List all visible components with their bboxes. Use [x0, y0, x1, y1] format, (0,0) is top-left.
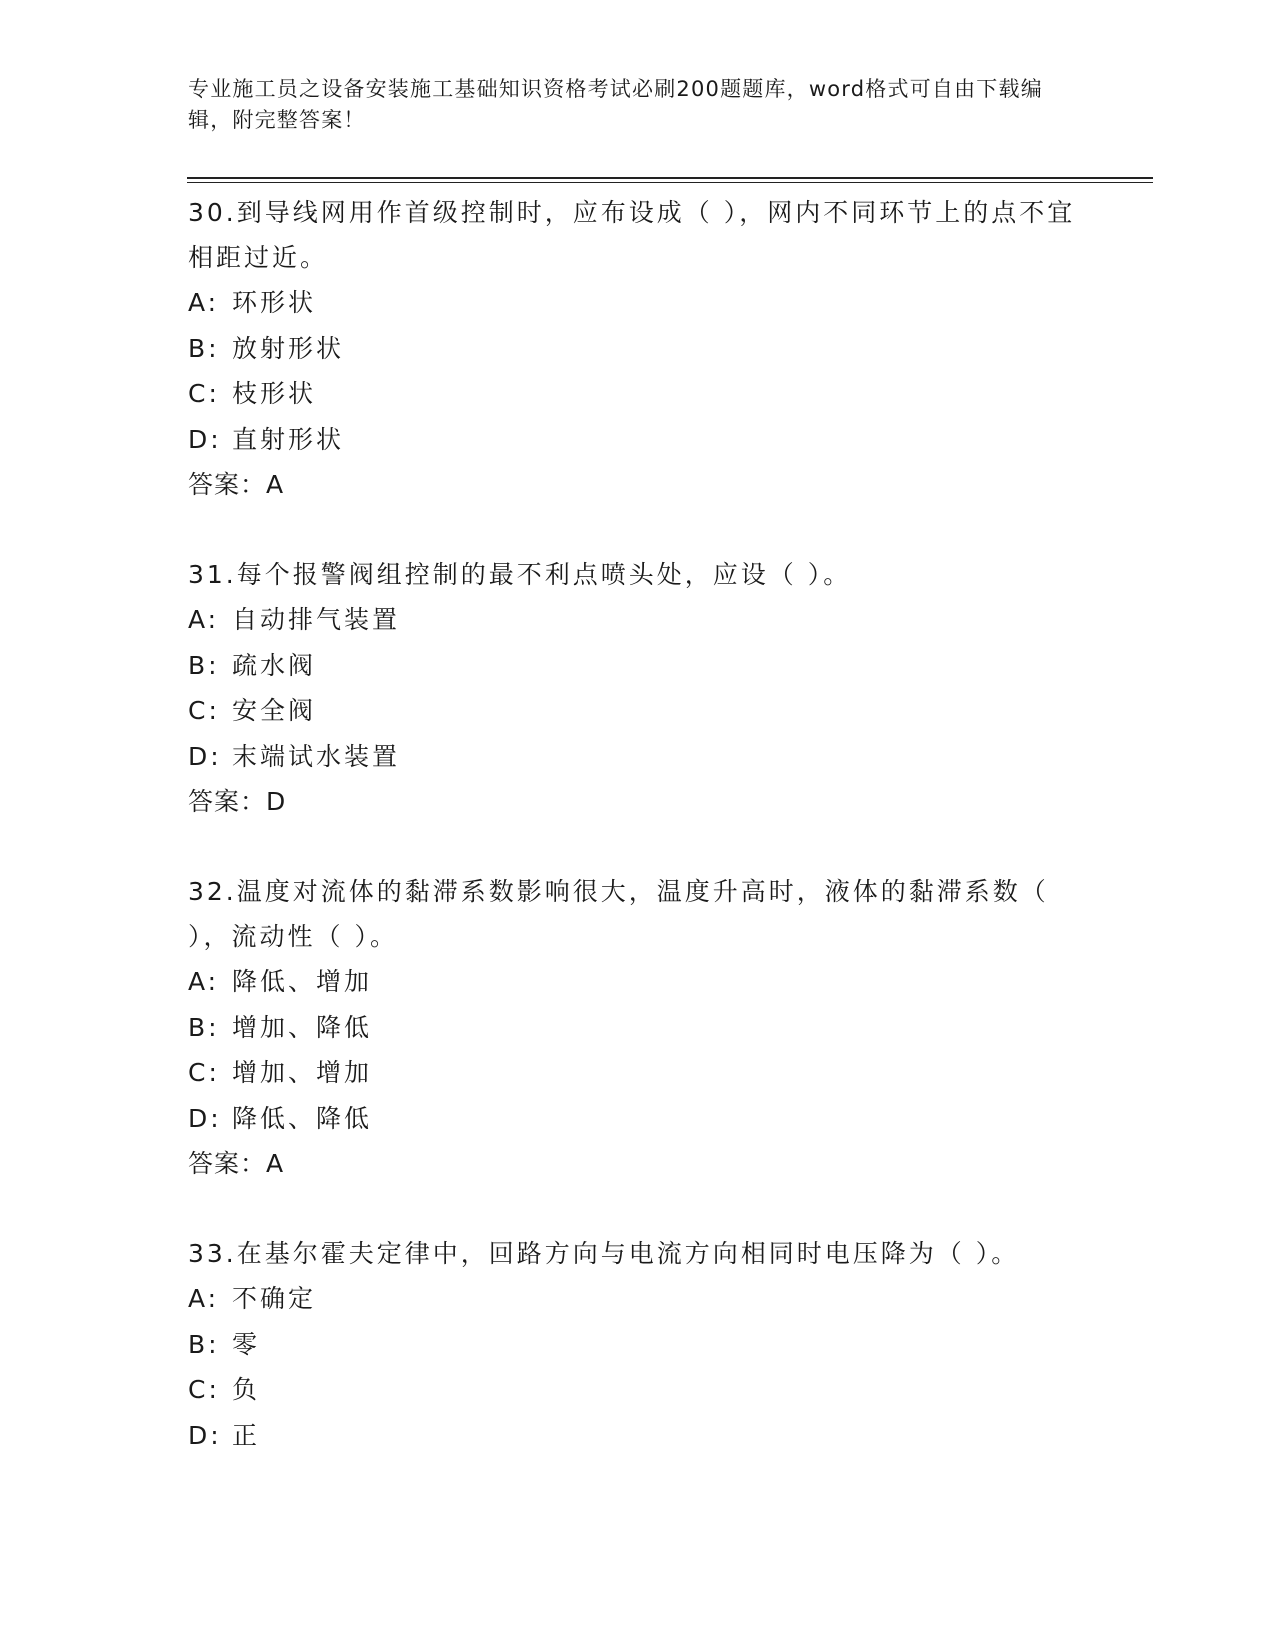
option-text: 增加、降低	[232, 1012, 373, 1042]
question-stem: 32.温度对流体的黏滞系数影响很大，温度升高时，液体的黏滞系数（ ），流动性（ ）。	[188, 877, 1049, 951]
option-text: 安全阀	[232, 696, 317, 725]
option-text: 放射形状	[232, 333, 345, 363]
option-letter: C:	[188, 696, 220, 725]
option-text: 降低、增加	[232, 967, 373, 996]
option-d	[188, 1096, 1088, 1142]
question-stem: 30.到导线网用作首级控制时，应布设成（ ），网内不同环节上的点不宜相距过近。	[188, 198, 1076, 272]
option-text: 直射形状	[232, 424, 345, 454]
question-31	[188, 552, 1088, 824]
option-text: 环形状	[232, 288, 317, 317]
question-stem: 33.在基尔霍夫定律中，回路方向与电流方向相同时电压降为（ ）。	[188, 1239, 1020, 1268]
option-c	[188, 371, 1088, 417]
option-letter: D:	[188, 741, 222, 771]
answer-line: 答案：A	[188, 470, 285, 499]
answer-line: 答案：A	[188, 1149, 285, 1178]
option-c	[188, 1050, 1088, 1096]
option-letter: A:	[188, 1284, 220, 1313]
option-d	[188, 734, 1088, 780]
question-stem: 31.每个报警阀组控制的最不利点喷头处，应设（ ）。	[188, 560, 852, 589]
option-d	[188, 1413, 1088, 1459]
option-letter: C:	[188, 1058, 220, 1087]
header-divider-thick	[187, 177, 1153, 179]
option-letter: C:	[188, 1375, 220, 1404]
option-a	[188, 597, 1088, 643]
option-text: 增加、增加	[232, 1058, 373, 1087]
option-b	[188, 1005, 1088, 1051]
option-letter: A:	[188, 288, 220, 317]
option-a	[188, 280, 1088, 326]
option-b	[188, 326, 1088, 372]
option-text: 疏水阀	[232, 650, 317, 680]
question-33	[188, 1231, 1088, 1458]
option-text: 零	[232, 1329, 261, 1359]
option-text: 正	[232, 1420, 261, 1450]
option-text: 负	[232, 1375, 261, 1404]
header-divider-thin	[187, 182, 1153, 183]
option-letter: D:	[188, 1103, 222, 1133]
option-b	[188, 643, 1088, 689]
option-letter: B:	[188, 1012, 220, 1042]
option-c	[188, 688, 1088, 734]
document-header: 专业施工员之设备安装施工基础知识资格考试必刷200题题库，word格式可自由下载编辑，附完整答案！	[188, 77, 1043, 132]
answer-line: 答案：D	[188, 787, 287, 816]
option-a	[188, 959, 1088, 1005]
question-32	[188, 869, 1088, 1186]
option-a	[188, 1276, 1088, 1322]
option-text: 末端试水装置	[232, 741, 401, 771]
option-letter: B:	[188, 1329, 220, 1359]
option-letter: D:	[188, 1420, 222, 1450]
option-letter: A:	[188, 605, 220, 634]
option-b	[188, 1322, 1088, 1368]
option-text: 不确定	[232, 1284, 317, 1313]
option-text: 自动排气装置	[232, 605, 401, 634]
option-d	[188, 417, 1088, 463]
option-text: 枝形状	[232, 379, 317, 408]
option-letter: C:	[188, 379, 220, 408]
option-letter: B:	[188, 333, 220, 363]
question-30	[188, 190, 1088, 507]
option-text: 降低、降低	[232, 1103, 373, 1133]
option-letter: A:	[188, 967, 220, 996]
option-letter: B:	[188, 650, 220, 680]
option-c	[188, 1367, 1088, 1413]
question-list	[188, 190, 1088, 1503]
option-letter: D:	[188, 424, 222, 454]
